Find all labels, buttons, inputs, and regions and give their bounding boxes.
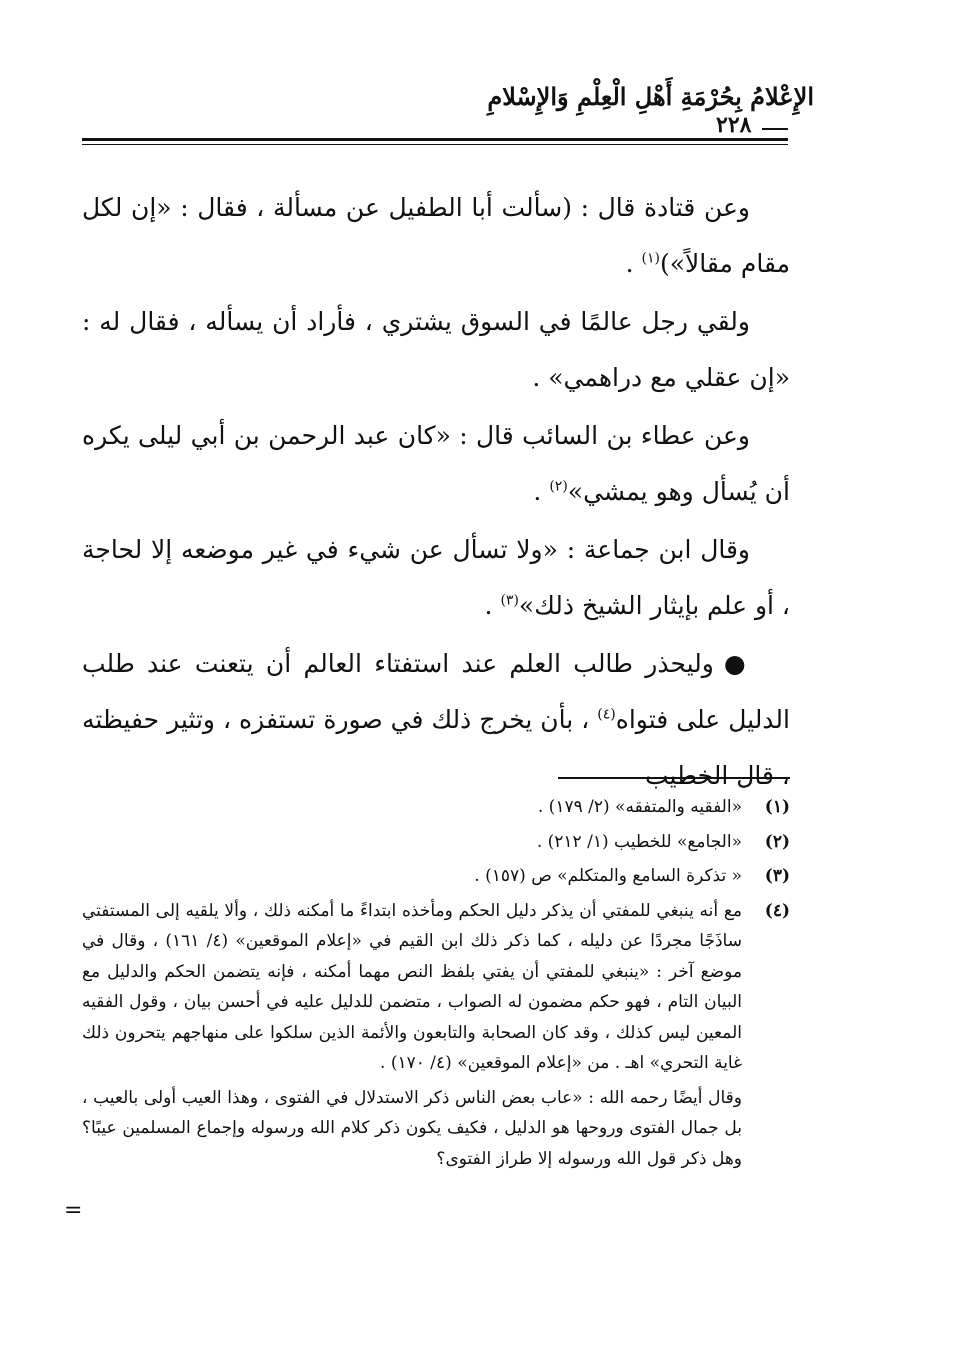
footnote-text: مع أنه ينبغي للمفتي أن يذكر دليل الحكم ومأخذه ابتداءً ما أمكنه ذلك ، وألا يلقيه إلى المستفتي ساذَجًا مجردًا عن دليله ، كما ذكر ذلك ابن القيم في «إعلام الموقعين» (٤/ ١٦١) ، وقال في موضع آخر : «ينبغي للمفتي أن يفتي بلفظ النص مهما أمكنه ، فإنه يتضمن الحكم والدليل مع البيان التام ، فهو حكم مضمون له الصواب ، متضمن للدليل عليه في أحسن بيان ، وقول الفقيه المعين ليس كذلك ، وقد كان الصحابة والتابعون والأئمة الذين سلكوا على منهاجهم يتحرون ذلك غاية التحري» اهـ . من «إعلام الموقعين» (٤/ ١٧٠) . xyxy=(82,900,742,1073)
paragraph: وعن قتادة قال : (سألت أبا الطفيل عن مسألة ، فقال : «إن لكل مقام مقالاً»)$^{(١)}$ . xyxy=(82,193,790,278)
footnote-ref[interactable]: (٣) xyxy=(500,592,519,609)
footnotes xyxy=(82,792,790,1174)
footnote-text: « تذكرة السامع والمتكلم» ص (١٥٧) . xyxy=(474,866,742,886)
footnote-number: (٣) xyxy=(764,866,790,886)
paragraph: وعن عطاء بن السائب قال : «كان عبد الرحمن بن أبي ليلى يكره أن يُسأل وهو يمشي»$^{(٢)}$ . xyxy=(82,421,790,506)
header-rule xyxy=(82,138,788,145)
header-rule-short xyxy=(762,128,788,130)
footnote xyxy=(82,827,790,858)
continuation-mark: = xyxy=(64,1198,83,1223)
bullet-icon: ● xyxy=(723,649,750,678)
footnote-number: (١) xyxy=(764,797,790,817)
footnote-ref[interactable]: (٢) xyxy=(549,478,568,495)
footnote-text: «الجامع» للخطيب (١/ ٢١٢) . xyxy=(536,831,742,852)
footnote-continuation: وقال أيضًا رحمه الله : «عاب بعض الناس ذكر الاستدلال في الفتوى ، وهذا العيب أولى بالعيب ، بل جمال الفتوى وروحها هو الدليل ، فكيف يكون ذكر كلام الله ورسوله وإجماع المسلمين عيبًا؟ وهل ذكر قول الله ورسوله إلا طراز الفتوى؟ xyxy=(82,1087,742,1169)
footnote-ref[interactable]: (١) xyxy=(641,250,660,267)
footnote xyxy=(82,792,790,823)
paragraph: وقال ابن جماعة : «ولا تسأل عن شيء في غير موضعه إلا لحاجة ، أو علم بإيثار الشيخ ذلك»$^{(٣)}$ . xyxy=(82,535,790,620)
footnote xyxy=(82,861,790,892)
page-number: ٢٢٨ xyxy=(716,112,752,138)
main-text xyxy=(82,180,790,806)
footnote xyxy=(82,896,790,1079)
paragraph: ولقي رجل عالمًا في السوق يشتري ، فأراد أن يسأله ، فقال له : «إن عقلي مع دراهمي» . xyxy=(82,307,790,392)
paragraph-bulleted: ●وليحذر طالب العلم عند استفتاء العالم أن يتعنت عند طلب الدليل على فتواه$^{(٤)}$ ، بأن يخرج ذلك في صورة تستفزه ، وتثير حفيظته ، قال الخطيب xyxy=(82,649,790,790)
footnote-number: (٢) xyxy=(764,831,790,852)
running-title: الإِعْلامُ بِحُرْمَةِ أَهْلِ الْعِلْمِ وَالإِسْلامِ xyxy=(487,82,814,111)
footnote-separator xyxy=(558,777,790,779)
footnote-ref[interactable]: (٤) xyxy=(597,706,616,723)
footnote-number: (٤) xyxy=(764,900,790,921)
footnote-text: «الفقيه والمتفقه» (٢/ ١٧٩) . xyxy=(537,797,742,817)
